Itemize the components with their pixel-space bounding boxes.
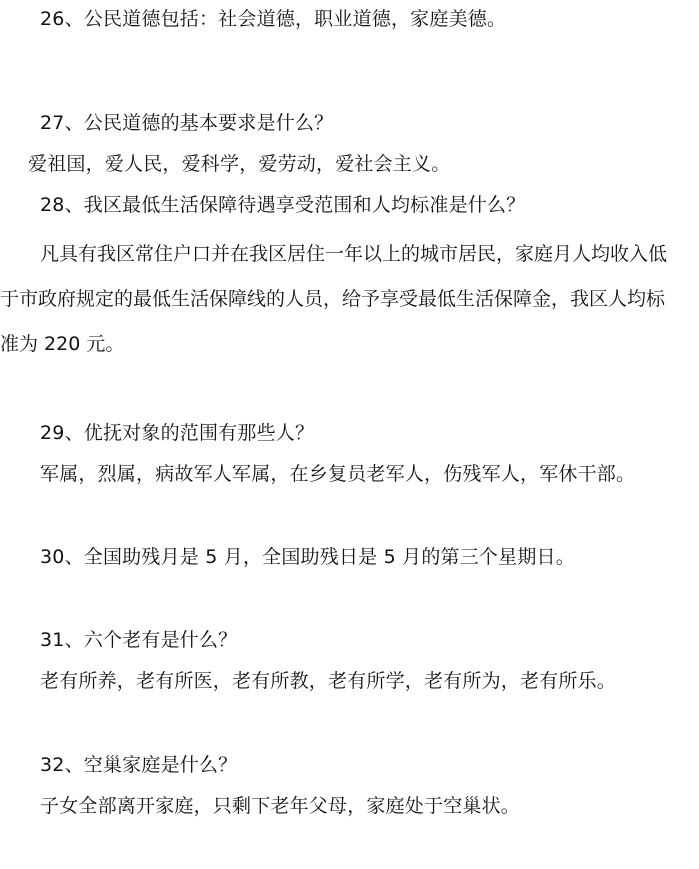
answer-28-line-1: 凡具有我区常住户口并在我区居住一年以上的城市居民，家庭月人均收入低 — [40, 243, 668, 265]
answer-28-line-2: 于市政府规定的最低生活保障线的人员，给予享受最低生活保障金，我区人均标 — [0, 288, 666, 310]
question-31: 31、六个老有是什么？ — [40, 629, 238, 651]
question-29: 29、优抚对象的范围有那些人？ — [40, 422, 315, 444]
question-32: 32、空巢家庭是什么？ — [40, 754, 238, 776]
answer-28-line-3: 准为 220 元。 — [0, 333, 125, 355]
answer-27: 爱祖国，爱人民，爱科学，爱劳动，爱社会主义。 — [28, 153, 451, 175]
answer-28-paragraph — [0, 232, 699, 367]
question-28: 28、我区最低生活保障待遇享受范围和人均标准是什么？ — [40, 194, 526, 216]
question-30: 30、全国助残月是 5 月，全国助残日是 5 月的第三个星期日。 — [40, 546, 575, 568]
answer-29: 军属，烈属，病故军人军属，在乡复员老军人，伤残军人，军休干部。 — [40, 463, 636, 485]
answer-32: 子女全部离开家庭，只剩下老年父母，家庭处于空巢状。 — [40, 795, 521, 817]
answer-31: 老有所养，老有所医，老有所教，老有所学，老有所为，老有所乐。 — [40, 670, 617, 692]
question-26: 26、公民道德包括：社会道德，职业道德，家庭美德。 — [40, 8, 507, 30]
question-27: 27、公民道德的基本要求是什么？ — [40, 112, 334, 134]
